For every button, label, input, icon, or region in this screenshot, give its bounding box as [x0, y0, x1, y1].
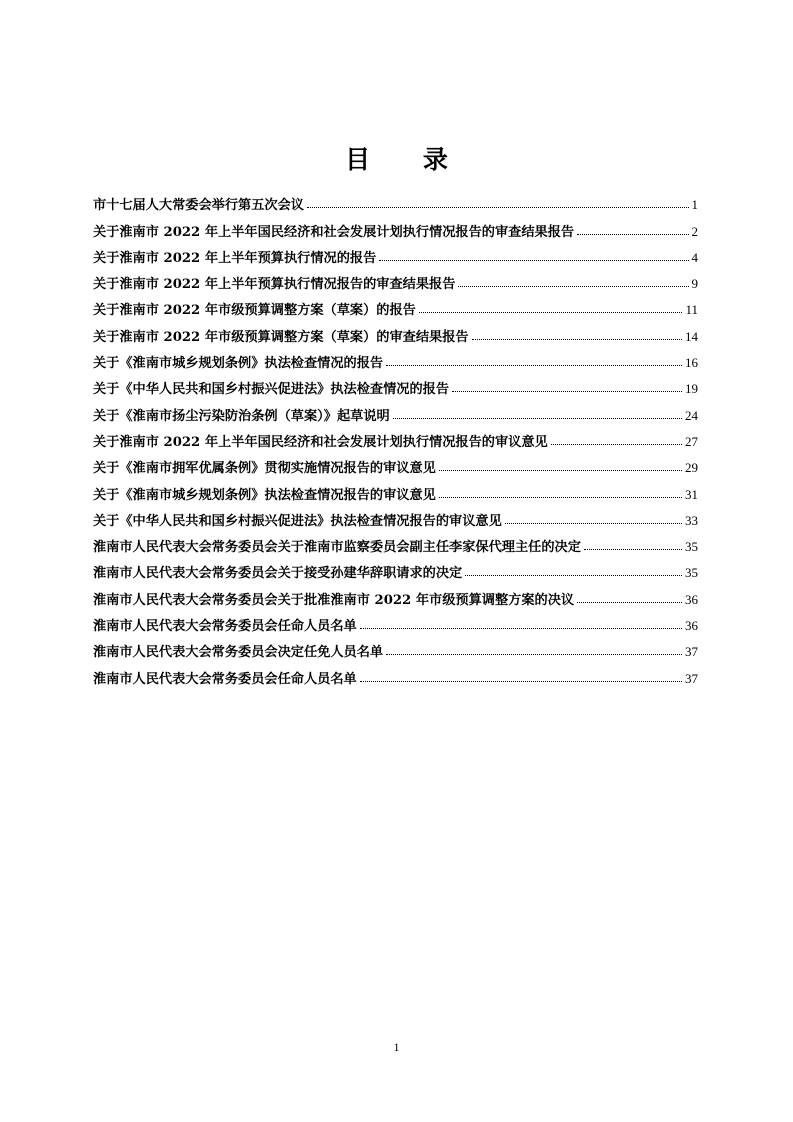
toc-dot-leader: [465, 575, 682, 576]
toc-dot-leader: [505, 523, 682, 524]
toc-dot-leader: [307, 207, 689, 208]
toc-entry[interactable]: [93, 634, 698, 660]
toc-dot-leader: [386, 365, 682, 366]
toc-dot-leader: [393, 418, 682, 419]
toc-dot-leader: [360, 681, 682, 682]
toc-entry-title: 淮南市人民代表大会常务委员会决定任免人员名单: [93, 645, 384, 661]
toc-entry-page-number: 27: [685, 433, 698, 449]
toc-entry-page-number: 11: [685, 302, 698, 318]
toc-entry[interactable]: [93, 581, 698, 607]
toc-entry-page-number: 33: [685, 512, 698, 528]
toc-dot-leader: [577, 602, 682, 603]
toc-entry-title: 关于淮南市 2022 年市级预算调整方案（草案）的审查结果报告: [93, 329, 469, 345]
toc-entry-page-number: 9: [691, 276, 698, 292]
toc-dot-leader: [551, 444, 682, 445]
toc-dot-leader: [386, 654, 682, 655]
toc-entry[interactable]: [93, 266, 698, 292]
toc-entry[interactable]: [93, 555, 698, 581]
toc-entry[interactable]: [93, 660, 698, 686]
toc-entry-title: 淮南市人民代表大会常务委员会关于淮南市监察委员会副主任李家保代理主任的决定: [93, 540, 581, 556]
toc-entry-page-number: 29: [685, 460, 698, 476]
toc-entry-title: 关于淮南市 2022 年上半年国民经济和社会发展计划执行情况报告的审查结果报告: [93, 224, 575, 240]
toc-entry-page-number: 35: [685, 565, 698, 581]
toc-entry-page-number: 36: [685, 618, 698, 634]
toc-entry-page-number: 19: [685, 381, 698, 397]
toc-dot-leader: [577, 234, 688, 235]
toc-entry-title: 关于淮南市 2022 年上半年预算执行情况的报告: [93, 250, 377, 266]
toc-entry-page-number: 16: [685, 355, 698, 371]
toc-entry-title: 关于《中华人民共和国乡村振兴促进法》执法检查情况报告的审议意见: [93, 513, 502, 529]
toc-entry-title: 关于淮南市 2022 年上半年预算执行情况报告的审查结果报告: [93, 277, 456, 293]
toc-entry-page-number: 37: [685, 670, 698, 686]
toc-entry-title: 关于淮南市 2022 年上半年国民经济和社会发展计划执行情况报告的审议意见: [93, 434, 548, 450]
toc-entry-title: 淮南市人民代表大会常务委员会任命人员名单: [93, 619, 357, 635]
toc-entry-page-number: 36: [685, 591, 698, 607]
toc-entry-title: 关于《淮南市扬尘污染防治条例（草案）》起草说明: [93, 408, 390, 424]
toc-entry-page-number: 4: [691, 249, 698, 265]
toc-entry[interactable]: [93, 292, 698, 318]
toc-dot-leader: [439, 470, 682, 471]
toc-entry[interactable]: [93, 213, 698, 239]
toc-dot-leader: [584, 549, 682, 550]
toc-entry[interactable]: [93, 424, 698, 450]
toc-entry[interactable]: [93, 371, 698, 397]
toc-entry-page-number: 35: [685, 539, 698, 555]
toc-entry-title: 淮南市人民代表大会常务委员会关于接受孙建华辞职请求的决定: [93, 566, 463, 582]
toc-dot-leader: [360, 628, 682, 629]
toc-entry-title: 关于《中华人民共和国乡村振兴促进法》执法检查情况的报告: [93, 382, 450, 398]
page-title: 目 录: [345, 145, 470, 174]
toc-dot-leader: [452, 391, 682, 392]
toc-entry[interactable]: [93, 476, 698, 502]
toc-dot-leader: [379, 260, 688, 261]
toc-entry-page-number: 24: [685, 407, 698, 423]
toc-dot-leader: [419, 312, 683, 313]
toc-entry-title: 关于《淮南市拥军优属条例》贯彻实施情况报告的审议意见: [93, 461, 436, 477]
toc-entry-title: 淮南市人民代表大会常务委员会任命人员名单: [93, 671, 357, 687]
toc-entry[interactable]: [93, 450, 698, 476]
toc-entry[interactable]: [93, 397, 698, 423]
toc-entry[interactable]: [93, 345, 698, 371]
toc-entry[interactable]: [93, 240, 698, 266]
toc-entry-title: 市十七届人大常委会举行第五次会议: [93, 198, 304, 214]
toc-entry[interactable]: [93, 608, 698, 634]
toc-entry[interactable]: [93, 187, 698, 213]
toc-entry[interactable]: [93, 318, 698, 344]
toc-entry-title: 关于《淮南市城乡规划条例》执法检查情况报告的审议意见: [93, 487, 436, 503]
toc-entry-title: 关于淮南市 2022 年市级预算调整方案（草案）的报告: [93, 303, 416, 319]
toc-entry[interactable]: [93, 529, 698, 555]
page-number: 1: [393, 1040, 400, 1054]
table-of-contents: [93, 187, 698, 687]
toc-entry-page-number: 37: [685, 644, 698, 660]
toc-dot-leader: [472, 339, 682, 340]
toc-entry-page-number: 2: [691, 223, 698, 239]
toc-dot-leader: [439, 497, 682, 498]
toc-entry-page-number: 1: [691, 197, 698, 213]
toc-dot-leader: [458, 286, 688, 287]
toc-entry-page-number: 14: [685, 328, 698, 344]
toc-entry-page-number: 31: [685, 486, 698, 502]
toc-entry-title: 关于《淮南市城乡规划条例》执法检查情况的报告: [93, 356, 384, 372]
toc-entry[interactable]: [93, 503, 698, 529]
toc-entry-title: 淮南市人民代表大会常务委员会关于批准淮南市 2022 年市级预算调整方案的决议: [93, 592, 575, 608]
